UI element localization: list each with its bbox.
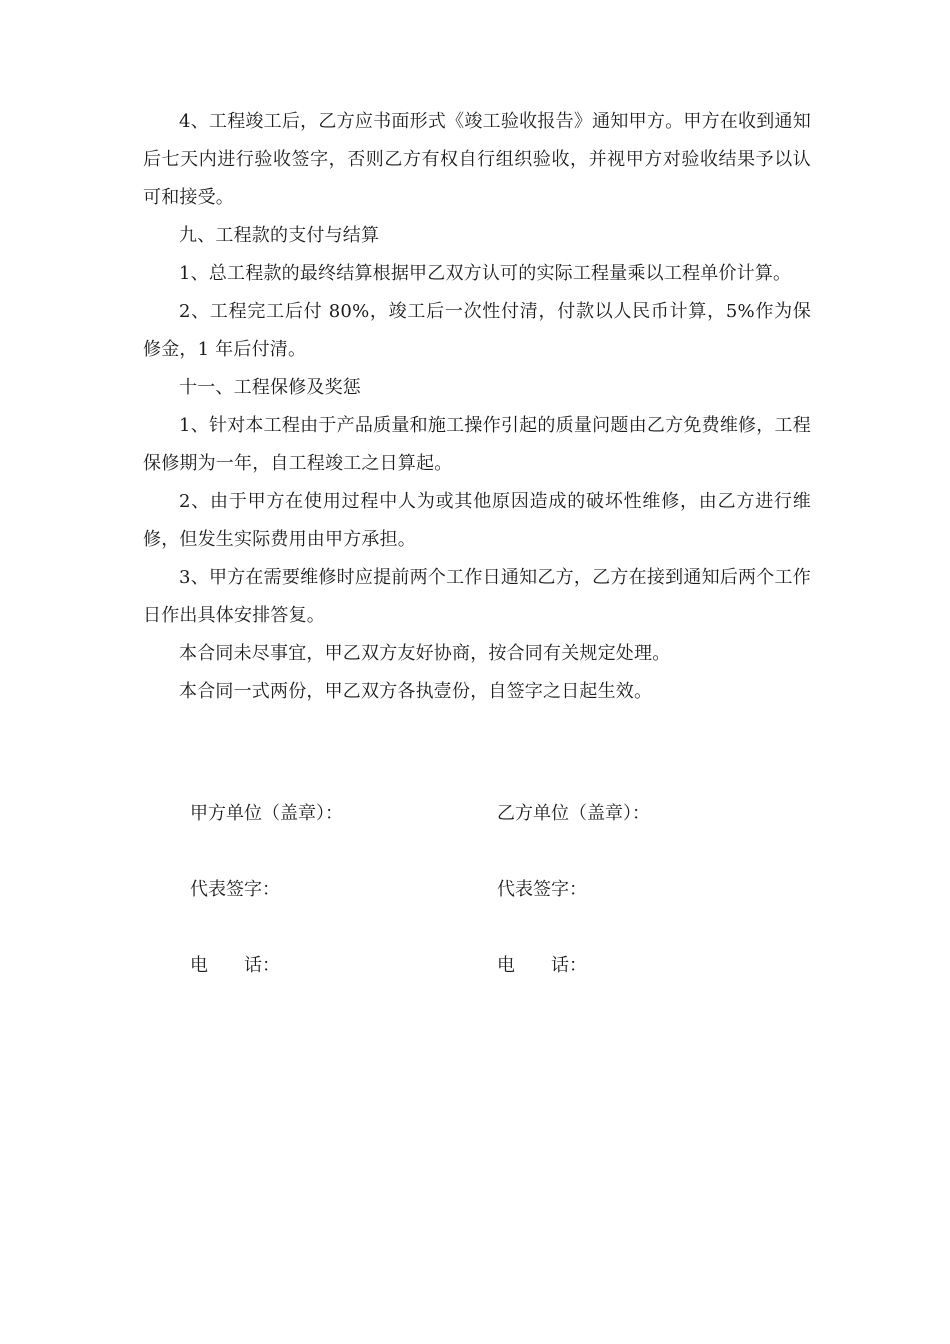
clause-warranty-free-repair: 1、针对本工程由于产品质量和施工操作引起的质量问题由乙方免费维修，工程保修期为一年，自工程竣工之日算起。 (143, 415, 811, 474)
contract-body (143, 103, 811, 711)
party-a-rep-label: 代表签字： (190, 879, 280, 900)
clause-copies-effective: 本合同一式两份，甲乙双方各执壹份，自签字之日起生效。 (179, 681, 653, 702)
clause-repair-notice: 3、甲方在需要维修时应提前两个工作日通知乙方，乙方在接到通知后两个工作日作出具体安排答复。 (143, 567, 811, 626)
signature-row-representative (190, 871, 810, 909)
party-b-rep-label: 代表签字： (497, 879, 587, 900)
clause-damage-repair: 2、由于甲方在使用过程中人为或其他原因造成的破坏性维修，由乙方进行维修，但发生实际费用由甲方承担。 (143, 491, 811, 550)
section-heading-warranty: 十一、工程保修及奖惩 (179, 377, 361, 398)
section-heading-payment: 九、工程款的支付与结算 (179, 225, 380, 246)
party-a-unit-label: 甲方单位（盖章）： (190, 803, 343, 824)
signature-row-unit (190, 795, 810, 833)
party-b-unit-label: 乙方单位（盖章）： (497, 803, 650, 824)
signature-row-phone (190, 947, 810, 985)
clause-unresolved-matters: 本合同未尽事宜，甲乙双方友好协商，按合同有关规定处理。 (179, 643, 671, 664)
clause-payment-schedule: 2、工程完工后付 80%，竣工后一次性付清，付款以人民币计算，5%作为保修金，1 年后付清。 (143, 301, 811, 360)
signature-block (190, 795, 810, 1023)
clause-final-settlement: 1、总工程款的最终结算根据甲乙双方认可的实际工程量乘以工程单价计算。 (179, 263, 792, 284)
party-b-phone-label: 电 话： (497, 955, 587, 976)
party-a-phone-label: 电 话： (190, 955, 280, 976)
clause-acceptance-report: 4、工程竣工后，乙方应书面形式《竣工验收报告》通知甲方。甲方在收到通知后七天内进行验收签字，否则乙方有权自行组织验收，并视甲方对验收结果予以认可和接受。 (143, 111, 811, 208)
